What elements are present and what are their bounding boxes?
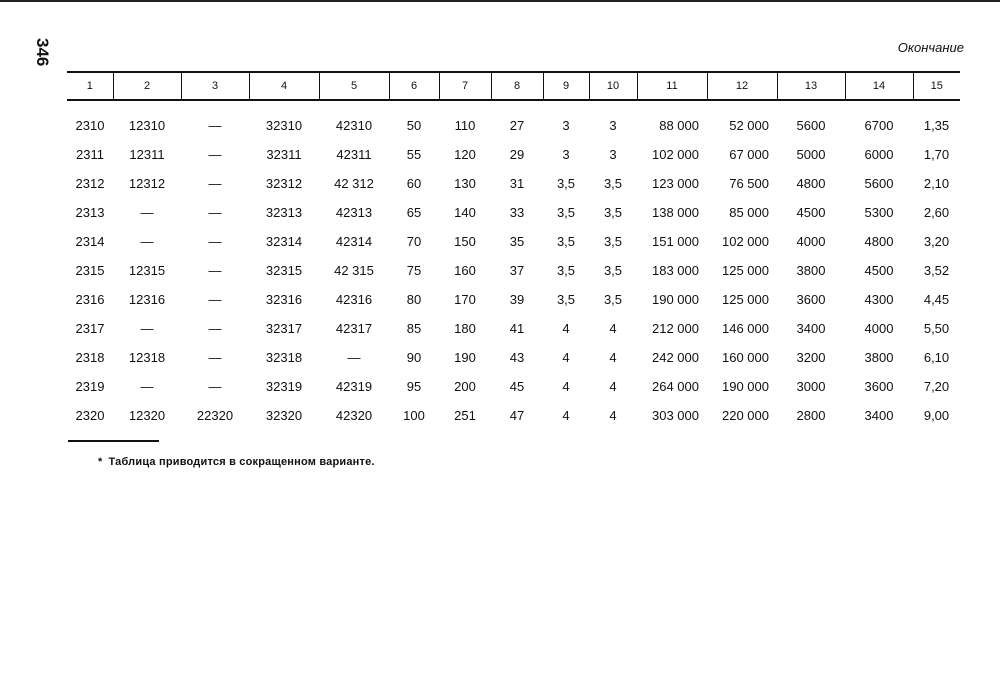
table-cell: 3,5 [556,234,576,249]
column-header-13: 13 [777,72,845,100]
table-cell: 1,70 [923,147,950,162]
table-cell: 60 [406,176,422,191]
table-cell: 3,5 [556,176,576,191]
table-cell: 42313 [335,205,373,220]
table-cell: 32319 [265,379,303,394]
table-cell: 42311 [336,147,372,162]
table-cell: 123 000 [652,176,699,191]
page-number: 346 [33,38,52,67]
table-cell: 3,5 [603,263,623,278]
table-cell: 3 [562,147,570,162]
table-cell: 55 [406,147,422,162]
table-cell: 4 [609,379,617,394]
table-cell: 3 [609,147,617,162]
table-cell: 12312 [128,176,166,191]
footnote-text: Таблица приводится в сокращенном варианте. [108,456,375,468]
table-cell: 67 000 [729,147,769,162]
column-header-9: 9 [543,72,589,100]
table-cell: 160 000 [722,350,769,365]
table-cell: 12310 [128,118,166,133]
table-cell: 2310 [75,118,105,133]
table-cell: 3600 [864,379,894,394]
table-cell: 3,5 [556,263,576,278]
table-cell: 6000 [864,147,894,162]
table-cell: 5,50 [923,321,950,336]
table-cell: 2800 [796,408,826,423]
table-cell: 4800 [864,234,894,249]
table-cell: 3,52 [923,263,950,278]
table-cell: — [140,234,154,249]
table-cell: 4500 [796,205,826,220]
table-cell: 4 [562,408,570,423]
table-cell: 42320 [335,408,373,423]
table-cell: 12318 [128,350,166,365]
table-cell: 2317 [75,321,105,336]
table-cell: 2316 [75,292,105,307]
table-cell: 31 [509,176,525,191]
table-cell: 4300 [864,292,894,307]
table-body [67,100,960,430]
table-cell: 3 [609,118,617,133]
table-cell: 125 000 [722,292,769,307]
footnote [98,456,375,468]
table-cell: 251 [454,408,476,423]
table-cell: 264 000 [652,379,699,394]
table-cell: 85 000 [729,205,769,220]
table-cell: 5300 [864,205,894,220]
table-cell: 3200 [796,350,826,365]
table-cell: 2314 [75,234,105,249]
table-cell: 183 000 [652,263,699,278]
table-row [67,256,960,285]
table-cell: — [140,205,154,220]
table-cell: 200 [454,379,476,394]
column-header-11: 11 [637,72,707,100]
table-cell: 32316 [265,292,303,307]
table-cell: 160 [454,263,476,278]
table-row [67,198,960,227]
table-row [67,285,960,314]
table-cell: 32320 [265,408,303,423]
column-header-5: 5 [319,72,389,100]
column-header-3: 3 [181,72,249,100]
table-cell: — [140,379,154,394]
table-cell: 130 [454,176,476,191]
table-cell: 3 [562,118,570,133]
table-cell: 4800 [796,176,826,191]
table-cell: 3,5 [556,292,576,307]
table-cell: 12311 [129,147,165,162]
table-cell: — [208,147,222,162]
table-cell: 37 [509,263,525,278]
table-cell: 32315 [265,263,303,278]
table-cell: 242 000 [652,350,699,365]
table-cell: — [140,321,154,336]
table-cell: 125 000 [722,263,769,278]
column-header-10: 10 [589,72,637,100]
table-row [67,169,960,198]
column-header-8: 8 [491,72,543,100]
table-cell: 42314 [335,234,373,249]
table-cell: 3,5 [603,234,623,249]
table-cell: 90 [406,350,422,365]
table-cell: 29 [509,147,525,162]
table-cell: 4 [609,350,617,365]
table-cell: 9,00 [923,408,950,423]
table-cell: — [208,234,222,249]
table-cell: 35 [509,234,525,249]
table-row [67,227,960,256]
table-cell: 190 000 [722,379,769,394]
table-cell: — [208,263,222,278]
table-cell: 212 000 [652,321,699,336]
data-table [67,71,960,430]
table-cell: 2313 [75,205,105,220]
table-cell: 102 000 [652,147,699,162]
table-cell: 150 [454,234,476,249]
table-row [67,343,960,372]
table-cell: 2320 [75,408,105,423]
table-cell: 32311 [266,147,302,162]
table-cell: 146 000 [722,321,769,336]
table-cell: — [208,350,222,365]
table-cell: 4 [562,321,570,336]
table-row [67,140,960,169]
table-cell: 27 [509,118,525,133]
table-cell: 2,60 [923,205,950,220]
table-cell: 4 [562,379,570,394]
table-cell: 32313 [265,205,303,220]
table-cell: 5600 [796,118,826,133]
table-cell: 3600 [796,292,826,307]
table-cell: 3800 [796,263,826,278]
table-cell: 22320 [196,408,234,423]
table-cell: 32314 [265,234,303,249]
table-cell: 7,20 [923,379,950,394]
table-cell: 1,35 [923,118,950,133]
table-cell: — [208,205,222,220]
table-cell: 3000 [796,379,826,394]
table-header-row [67,72,960,100]
footnote-rule [68,440,159,442]
table-row [67,401,960,430]
table-cell: 2,10 [923,176,950,191]
table-cell: 3,5 [556,205,576,220]
table-cell: 32318 [265,350,303,365]
table-cell: 42316 [335,292,373,307]
table-cell: 45 [509,379,525,394]
table-cell: 42319 [335,379,373,394]
table-cell: — [208,176,222,191]
table-cell: 32312 [265,176,303,191]
table-cell: 88 000 [659,118,699,133]
table-cell: 151 000 [652,234,699,249]
table-cell: 180 [454,321,476,336]
table-cell: 42317 [335,321,373,336]
table-cell: 3400 [864,408,894,423]
table-cell: 120 [454,147,476,162]
table-cell: 2319 [75,379,105,394]
table-cell: 33 [509,205,525,220]
table-cell: 4 [609,321,617,336]
data-table-container [67,71,960,430]
table-cell: 42 312 [334,176,374,191]
table-cell: 41 [509,321,525,336]
table-cell: 190 [454,350,476,365]
table-cell: 3800 [864,350,894,365]
table-cell: 3,5 [603,292,623,307]
table-cell: 80 [406,292,422,307]
table-cell: 4,45 [923,292,950,307]
table-row [67,100,960,140]
table-cell: 138 000 [652,205,699,220]
table-cell: 4000 [796,234,826,249]
table-cell: 102 000 [722,234,769,249]
table-cell: 2311 [76,147,104,162]
table-cell: 170 [454,292,476,307]
table-cell: 85 [406,321,422,336]
table-cell: 4 [609,408,617,423]
table-cell: 140 [454,205,476,220]
footnote-mark: * [98,456,103,468]
table-cell: — [208,379,222,394]
column-header-4: 4 [249,72,319,100]
table-cell: — [347,350,361,365]
table-cell: 95 [406,379,422,394]
table-cell: — [208,292,222,307]
table-cell: 32310 [265,118,303,133]
table-cell: 2312 [75,176,105,191]
table-cell: 3,20 [923,234,950,249]
table-cell: 3,5 [603,176,623,191]
table-cell: 32317 [265,321,303,336]
table-cell: 12316 [128,292,166,307]
column-header-1: 1 [67,72,113,100]
table-cell: 4 [562,350,570,365]
table-cell: 3,5 [603,205,623,220]
table-cell: 6,10 [923,350,950,365]
table-row [67,314,960,343]
table-cell: 4000 [864,321,894,336]
table-cell: 6700 [864,118,894,133]
column-header-2: 2 [113,72,181,100]
table-cell: 42310 [335,118,373,133]
table-cell: 42 315 [334,263,374,278]
table-cell: 50 [406,118,422,133]
column-header-12: 12 [707,72,777,100]
table-cell: 47 [509,408,525,423]
table-cell: 12315 [128,263,166,278]
table-cell: 52 000 [729,118,769,133]
table-cell: 5600 [864,176,894,191]
table-cell: 4500 [864,263,894,278]
column-header-14: 14 [845,72,913,100]
table-cell: 43 [509,350,525,365]
table-cell: 65 [406,205,422,220]
table-row [67,372,960,401]
table-cell: 2315 [75,263,105,278]
page-top-border [0,0,1000,2]
table-cell: 100 [403,408,425,423]
table-cell: 39 [509,292,525,307]
table-cell: 75 [406,263,422,278]
continuation-label: Окончание [897,40,964,55]
column-header-15: 15 [913,72,960,100]
table-cell: — [208,118,222,133]
table-cell: 190 000 [652,292,699,307]
column-header-7: 7 [439,72,491,100]
table-cell: 12320 [128,408,166,423]
table-cell: 2318 [75,350,105,365]
column-header-6: 6 [389,72,439,100]
table-cell: 70 [406,234,422,249]
table-cell: 3400 [796,321,826,336]
table-cell: 110 [454,118,476,133]
table-cell: — [208,321,222,336]
table-cell: 303 000 [652,408,699,423]
table-cell: 76 500 [729,176,769,191]
table-cell: 5000 [796,147,826,162]
table-cell: 220 000 [722,408,769,423]
